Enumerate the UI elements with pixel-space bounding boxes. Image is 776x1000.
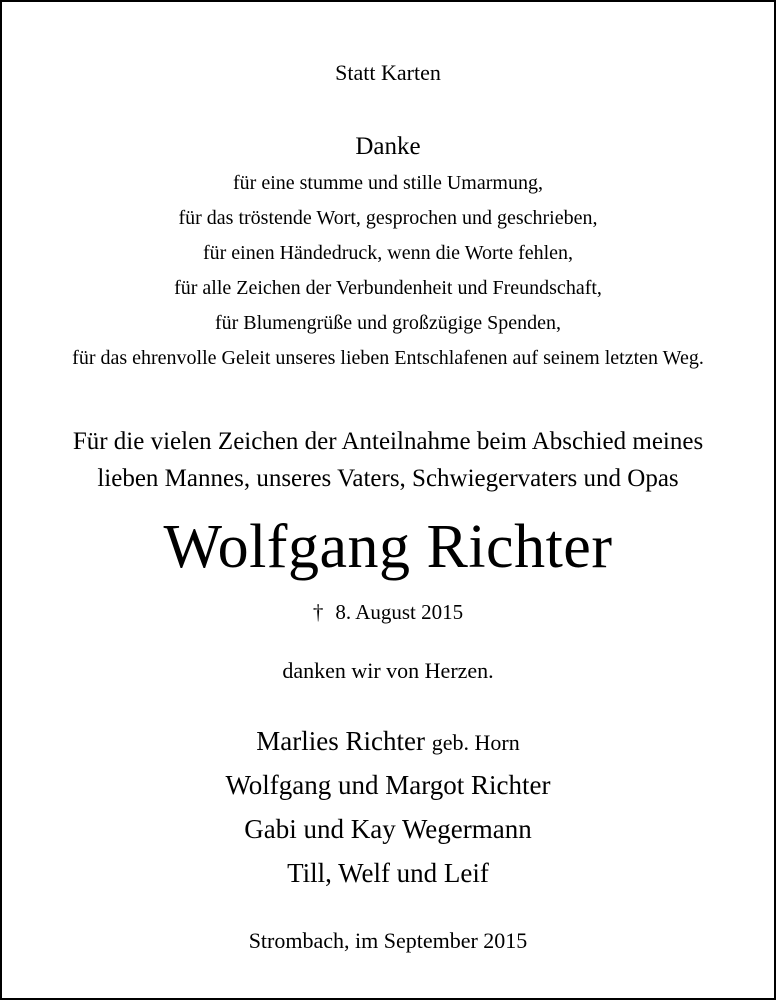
thanks-line: für Blumengrüße und großzügige Spenden, <box>214 312 562 334</box>
thanks-line: für alle Zeichen der Verbundenheit und Freundschaft, <box>174 277 602 299</box>
wife-maiden-name: geb. Horn <box>431 730 520 755</box>
notice-header: Statt Karten <box>335 60 441 85</box>
closing-text: danken wir von Herzen. <box>282 658 494 683</box>
family-member-line: Till, Welf und Leif <box>287 858 489 888</box>
intro-line-1: Für die vielen Zeichen der Anteilnahme beim Abschied meines <box>72 428 704 455</box>
family-member-wife <box>2 728 774 772</box>
family-signatures <box>2 728 774 904</box>
family-member-line: Gabi und Kay Wegermann <box>244 814 532 844</box>
thanks-line: für eine stumme und stille Umarmung, <box>233 172 543 194</box>
thanks-line: für einen Händedruck, wenn die Worte fehlen, <box>202 242 574 264</box>
wife-name: Marlies Richter <box>256 726 425 756</box>
cross-icon: † <box>312 600 324 624</box>
intro-line-2: lieben Mannes, unseres Vaters, Schwiegervaters und Opas <box>97 465 679 492</box>
place-and-date: Strombach, im September 2015 <box>248 928 528 953</box>
thanks-title: Danke <box>355 133 421 160</box>
death-date: 8. August 2015 <box>335 600 464 624</box>
thanks-list <box>2 173 774 383</box>
death-date-line <box>2 602 774 623</box>
deceased-name: Wolfgang Richter <box>163 513 613 581</box>
family-member-line: Wolfgang und Margot Richter <box>225 770 551 800</box>
thanks-line: für das tröstende Wort, gesprochen und geschrieben, <box>178 207 598 229</box>
thanks-line: für das ehrenvolle Geleit unseres lieben Entschlafenen auf seinem letzten Weg. <box>72 347 704 369</box>
